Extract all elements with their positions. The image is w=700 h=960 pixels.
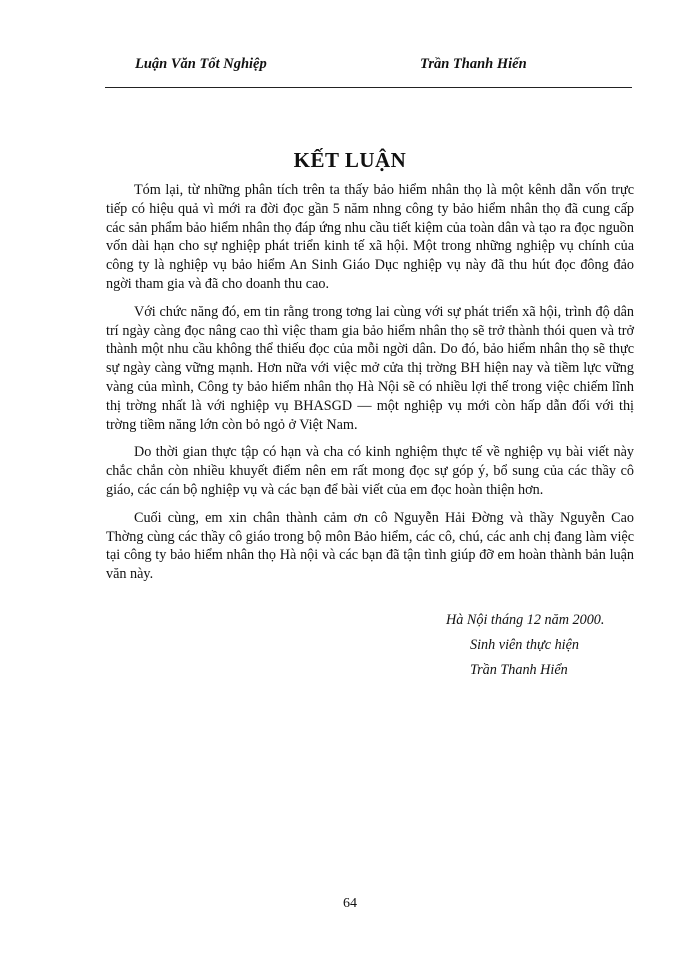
paragraph-1: Tóm lại, từ những phân tích trên ta thấy bảo hiểm nhân thọ là một kênh dẫn vốn trực tiếp có hiệu quả vì mới ra đời đọc gần 5 năm nhng công ty bảo hiểm nhân thọ đã cung cấp các sản phẩm bảo hiểm nhân thọ đáp ứng nhu cầu tiết kiệm của toàn dân và tạo ra đọc nguồn vốn dài hạn cho sự nghiệp phát triển kinh tế xã hội. Một trong những nghiệp vụ chính của công ty là nghiệp vụ bảo hiểm An Sinh Giáo Dục nghiệp vụ này đã thu hút đọc đông đảo ngời tham gia và đã cho doanh thu cao.	[106, 182, 634, 292]
signer-name: Trần Thanh Hiển	[470, 662, 568, 678]
signer-role: Sinh viên thực hiện	[470, 637, 579, 653]
page-number: 64	[343, 896, 357, 911]
running-header-right: Trần Thanh Hiển	[420, 56, 527, 72]
running-header-left: Luận Văn Tốt Nghiệp	[135, 56, 267, 72]
paragraph-4: Cuối cùng, em xin chân thành cảm ơn cô Nguyễn Hải Đờng và thầy Nguyễn Cao Thờng cùng các thầy cô giáo trong bộ môn Bảo hiểm, các cô, chú, các anh chị đang làm việc tại công ty bảo hiểm nhân thọ Hà nội và các bạn đã tận tình giúp đỡ em hoàn thành bản luận văn này.	[106, 509, 634, 583]
paragraph-3: Do thời gian thực tập có hạn và cha có kinh nghiệm thực tế về nghiệp vụ bài viết này chắc chắn còn nhiều khuyết điểm nên em rất mong đọc sự góp ý, bổ sung của các thầy cô giáo, các cán bộ nghiệp vụ và các bạn để bài viết của em đọc hoàn thiện hơn.	[106, 444, 634, 498]
body-text	[106, 181, 634, 593]
header-rule	[105, 87, 632, 88]
page-title: KẾT LUẬN	[293, 148, 407, 172]
paragraph-2: Với chức năng đó, em tin rằng trong tơng lai cùng với sự phát triển xã hội, trình độ dân trí ngày càng đọc nâng cao thì việc tham gia bảo hiểm nhân thọ sẽ trở thành thói quen và trở thành một nhu cầu không thể thiếu đọc của mỗi ngời dân. Do đó, bảo hiểm nhân thọ sẽ thực sự ngày càng vững mạnh. Hơn nữa với việc mở cửa thị trờng BH hiện nay và tiềm lực vững vàng của mình, Công ty bảo hiểm nhân thọ Hà Nội sẽ có nhiều lợi thế trong việc chiếm lĩnh thị trờng nhất là với nghiệp vụ BHASGD — một nghiệp vụ mới còn hấp dẫn đối với thị trờng tiềm năng lớn còn bỏ ngỏ ở Việt Nam.	[106, 303, 634, 433]
place-date: Hà Nội tháng 12 năm 2000.	[446, 612, 605, 628]
